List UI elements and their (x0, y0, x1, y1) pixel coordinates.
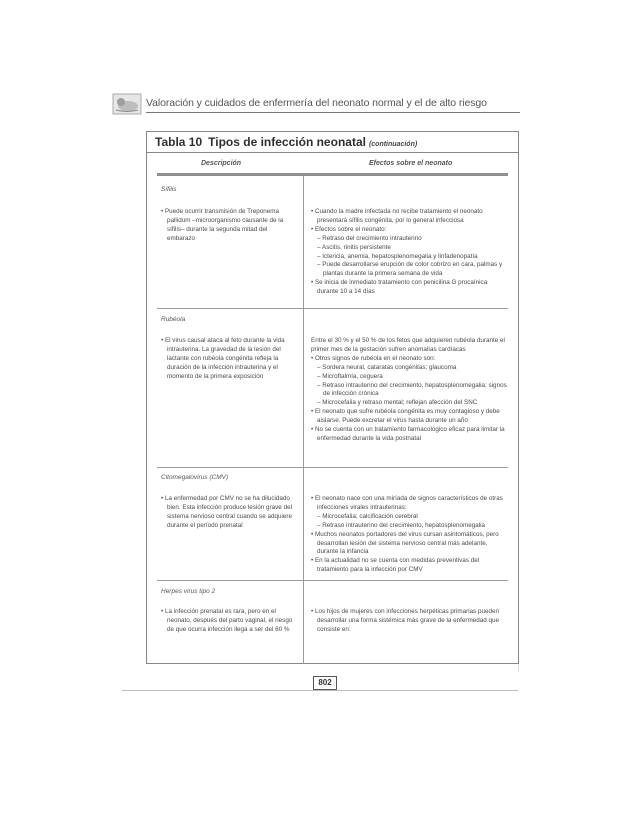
section-effects (311, 337, 507, 444)
section-effects (311, 608, 507, 635)
column-header-description: Descripción (201, 160, 242, 167)
effect-item: • Se inicia de inmediato tratamiento con penicilina G procaínica durante 10 a 14 días (311, 279, 488, 296)
effect-subitem: – Microcefalia; calcificación cerebral (317, 512, 418, 520)
effect-item: • Efectos sobre el neonato: (311, 225, 387, 233)
table-title (155, 135, 417, 149)
description-item: • La enfermedad por CMV no se ha dilucidado bien. Esta infección produce lesión grave del sistema nervioso central cuando se adquiere durante el período prenatal (161, 495, 292, 529)
column-header-rule (157, 173, 508, 176)
effect-item: • Muchos neonatos portadores del virus cursan asintomáticos, pero desarrollan lesión del sistema nervioso central más adelante, durante la infancia (311, 530, 499, 556)
effect-subitem: – Puede desarrollarse erupción de color cobrizo en cara, palmas y plantas durante la primera semana de vida (317, 261, 503, 278)
section-label: Herpes virus tipo 2 (161, 588, 216, 595)
column-header-effects: Efectos sobre el neonato (369, 160, 453, 167)
section-label: Rubéola (161, 316, 186, 323)
section-effects (311, 208, 507, 297)
effect-subitem: – Sordera neural, cataratas congénitas; glaucoma (317, 363, 457, 371)
effect-subitem: – Retraso intrauterino del crecimiento, hepatosplenomegalia; signos de infección crónica (317, 381, 507, 398)
header-rule (146, 112, 520, 113)
effect-item: • Cuando la madre infectada no recibe tratamiento el neonato presentará sífilis congénita, por lo general infecciosa (311, 208, 483, 224)
section-description (161, 208, 297, 244)
infection-table (146, 131, 519, 664)
section-effects (311, 495, 507, 575)
column-divider (303, 176, 304, 664)
effect-item: • El neonato que sufre rubéola congénita es muy contagioso y debe aislarse. Puede excretar el virus hasta durante un año (311, 408, 500, 425)
baby-icon (112, 93, 142, 115)
section-description (161, 337, 297, 382)
table-title-bar (147, 132, 518, 153)
description-item: • Puede ocurrir transmisión de Treponema pallidum –microorganismo causante de la sífilis– durante la segunda mitad del embarazo (161, 208, 284, 242)
section-rule (157, 580, 508, 581)
effect-subitem: – Ictericia, anemia, hepatosplenomegalia y linfadenopatía (317, 252, 478, 260)
footer-rule (122, 690, 518, 691)
description-item: • El virus causal ataca al feto durante la vida intrauterina. La gravedad de la lesión del lactante con rubéola congénita refleja la duración de la infección intrauterina y el momento de la primera exposición (161, 337, 285, 380)
effect-subitem: – Retraso del crecimiento intrauterino (317, 234, 422, 242)
table-title-text: Tipos de infección neonatal (208, 135, 366, 149)
section-label: Sífilis (161, 186, 177, 193)
running-header (112, 93, 520, 117)
page-number: 802 (313, 676, 337, 690)
table-number: Tabla 10 (155, 135, 203, 149)
table-continuation: (continuación) (368, 141, 418, 148)
column-headers (147, 152, 518, 175)
section-label: Citomegalovirus (CMV) (161, 474, 229, 481)
effect-subitem: – Ascitis, rinitis persistente (317, 243, 391, 251)
effect-subitem: – Microftalmía, ceguera (317, 372, 383, 380)
effect-item: • No se cuenta con un tratamiento farmacológico eficaz para limitar la enfermedad durante la vida postnatal (311, 426, 505, 442)
section-rule (157, 467, 508, 468)
description-item: • La infección prenatal es rara, pero en el neonato, después del parto vaginal, el riesgo de que ocurra infección llega a ser del 60 % (161, 608, 293, 633)
effect-subitem: – Retraso intrauterino del crecimiento, hepatosplenomegalia (317, 521, 486, 529)
effect-item: Entre el 30 % y el 50 % de los fetos que adquieren rubéola durante el primer mes de la gestación sufren anomalías cardíacas (311, 337, 505, 353)
effect-item: • Los hijos de mujeres con infecciones herpéticas primarias pueden desarrollar una forma sistémica más grave de la enfermedad que consiste en: (311, 608, 500, 633)
effect-item: • Otros signos de rubéola en el neonato son: (311, 354, 436, 362)
section-description (161, 608, 297, 635)
section-description (161, 495, 297, 531)
running-header-title: Valoración y cuidados de enfermería del neonato normal y el de alto riesgo (146, 97, 487, 109)
effect-item: • El neonato nace con una miríada de signos característicos de otras infecciones virales intrauterinas: (311, 495, 503, 511)
effect-item: • En la actualidad no se cuenta con medidas preventivas del tratamiento para la infección por CMV (311, 557, 480, 574)
effect-subitem: – Microcefalia y retraso mental; reflejan afección del SNC (317, 399, 478, 407)
section-rule (157, 308, 508, 309)
